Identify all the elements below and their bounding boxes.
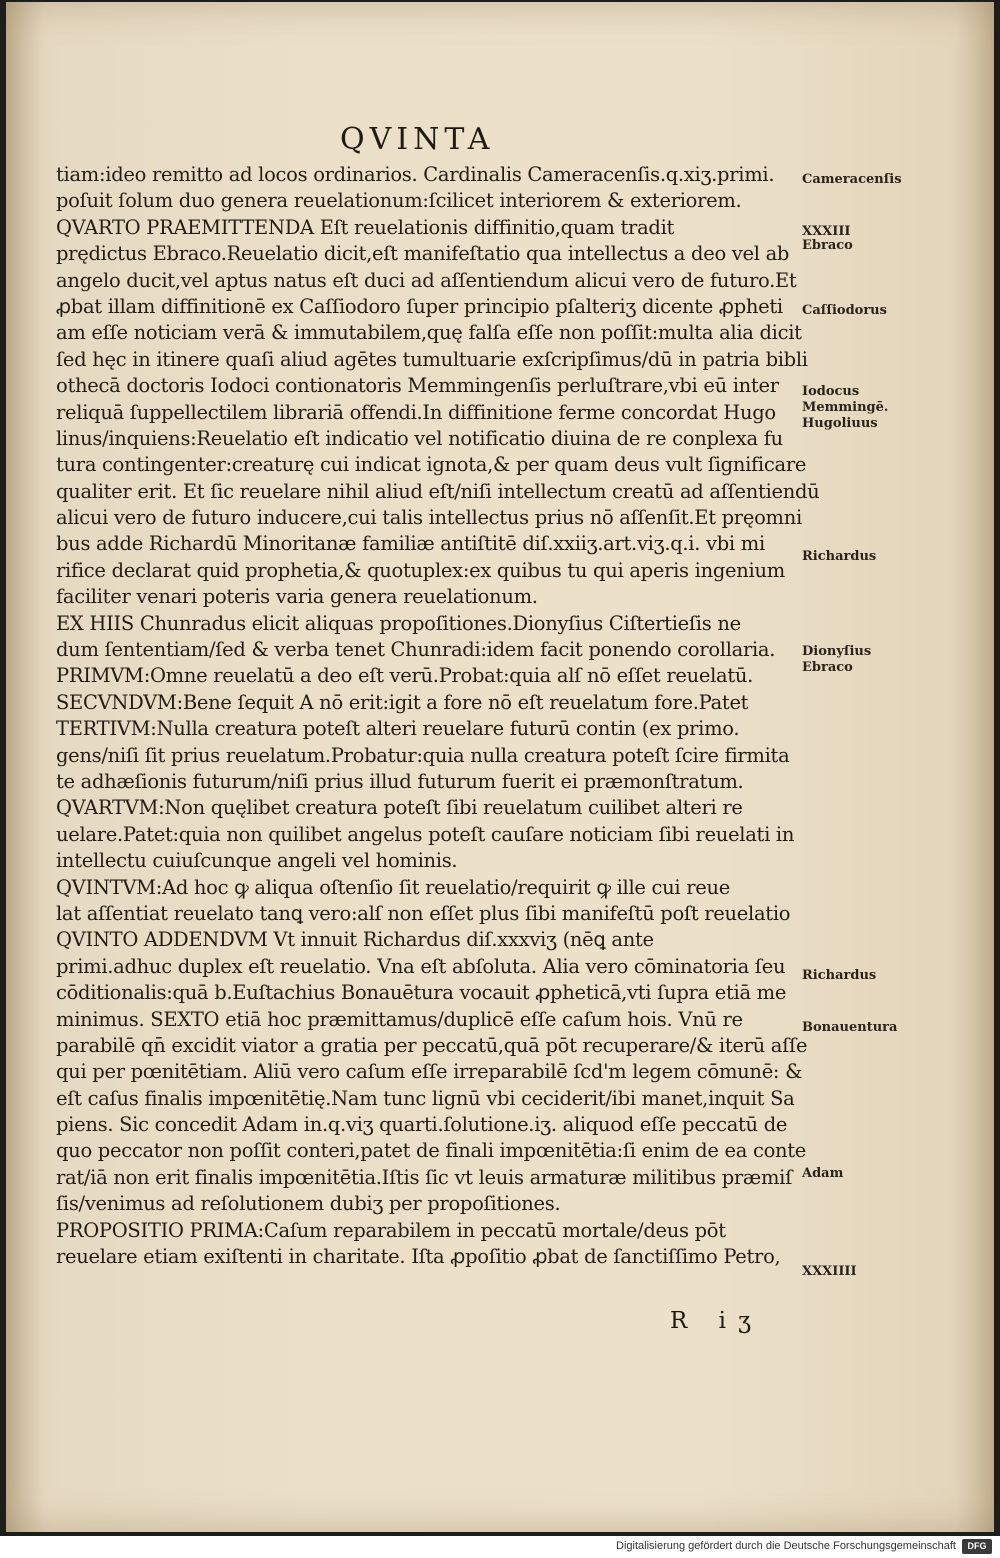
margin-note-ebraco: Ebraco	[802, 238, 853, 253]
margin-note-dionysius: Dionyſius	[802, 644, 872, 659]
text-line: linus/inquiens:Reuelatio eſt indicatio vel notificatio diuina de re conplexa fu	[56, 426, 783, 450]
margin-note-hugolinus: Hugoliuus	[802, 416, 878, 431]
text-line: cōditionalis:quā b.Euſtachius Bonauētura vocauit ꝓpheticā,vti ſupra etiā me	[56, 981, 787, 1005]
margin-note-cameracensis: Cameracenſis	[802, 172, 902, 187]
text-line: QVARTO PRAEMITTENDA Eſt reuelationis diffinitio,quam tradit	[56, 215, 675, 239]
text-line: parabilē qn̄ excidit viator a gratia per peccatū,quā pōt recuperare/& iterū aſſe	[56, 1033, 808, 1057]
book-page	[6, 2, 994, 1532]
text-line: PROPOSITIO PRIMA:Caſum reparabilem in peccatū mortale/deus pōt	[56, 1218, 726, 1242]
text-line: TERTIVM:Nulla creatura poteſt alteri reuelare futurū contin (ex primo.	[56, 717, 740, 741]
text-line: QVARTVM:Non quęlibet creatura poteſt ſibi reuelatum cuilibet alteri re	[56, 796, 743, 820]
text-line: reliquā ſuppellectilem librariā offendi.In diffinitione ferme concordat Hugo	[56, 400, 776, 424]
text-line: dum ſententiam/ſed & verba tenet Chunradi:idem facit ponendo corollaria.	[56, 638, 776, 662]
running-header: QVINTA	[340, 122, 495, 157]
text-line: othecā doctoris Iodoci contionatoris Memmingenſis perluſtrare,vbi eū inter	[56, 374, 779, 398]
margin-note-ebraco: Ebraco	[802, 660, 853, 675]
margin-note-cassiodorus: Caſſiodorus	[802, 303, 887, 318]
text-line: gens/niſi ſit prius reuelatum.Probatur:quia nulla creatura poteſt ſcire firmita	[56, 743, 790, 767]
text-line: reuelare etiam exiſtenti in charitate. Iſta ꝓpoſitio ꝓbat de ſanctiſſimo Petro,	[56, 1245, 781, 1269]
text-line: QVINTVM:Ad hoc ꝙ aliqua oſtenſio ſit reuelatio/requirit ꝙ ille cui reue	[56, 875, 731, 899]
text-line: SECVNDVM:Bene ſequit A nō erit:igit a fore nō eſt reuelatum fore.Patet	[56, 690, 749, 714]
text-line: EX HIIS Chunradus elicit aliquas propoſitiones.Dionyſius Ciſtertieſis ne	[56, 611, 741, 635]
margin-note-xxxiiii: XXXIIII	[802, 1264, 857, 1279]
margin-note-xxxiii: XXXIII	[802, 224, 851, 239]
text-line: rifice declarat quid prophetia,& quotuplex:ex quibus tu qui aperis ingenium	[56, 558, 785, 582]
margin-note-memmingen: Memmingē.	[802, 400, 889, 415]
funding-credit: Digitalisierung gefördert durch die Deutsche Forschungsgemeinschaft	[616, 1540, 956, 1552]
margin-note-adam: Adam	[802, 1166, 844, 1181]
text-line: prędictus Ebraco.Reuelatio dicit,eſt manifeſtatio qua intellectus a deo vel ab	[56, 242, 790, 266]
text-line: poſuit ſolum duo genera reuelationum:ſcilicet interiorem & exteriorem.	[56, 189, 742, 213]
text-line: qualiter erit. Et ſic reuelare nihil aliud eſt/niſi intellectum creatū ad aſſentiendū	[56, 479, 820, 503]
margin-note-iodocus: Iodocus	[802, 384, 860, 399]
main-text-block	[56, 162, 820, 1270]
margin-note-richardus: Richardus	[802, 968, 877, 983]
text-line: ſis/venimus ad reſolutionem dubiʒ per propoſitiones.	[56, 1192, 561, 1216]
signature-mark: R iʒ	[670, 1308, 763, 1334]
text-line: eſt caſus finalis impœnitētię.Nam tunc lignū vbi ceciderit/ibi manet,inquit Sa	[56, 1086, 795, 1110]
footer-bar	[0, 1536, 1000, 1558]
text-line: qui per pœnitētiam. Aliū vero caſum eſſe irreparabilē ſcd'm legem cōmunē: &	[56, 1060, 803, 1084]
text-line: faciliter venari poteris varia genera reuelationum.	[56, 585, 538, 609]
text-line: PRIMVM:Omne reuelatū a deo eſt verū.Probat:quia alſ nō eſſet reuelatū.	[56, 664, 754, 688]
text-line: minimus. SEXTO etiā hoc præmittamus/duplicē eſſe caſum hois. Vnū re	[56, 1007, 743, 1031]
text-line: intellectu cuiuſcunque angeli vel hominis.	[56, 849, 458, 873]
text-line: bus adde Richardū Minoritanæ familiæ antiſtitē diſ.xxiiʒ.art.viʒ.q.i. vbi mi	[56, 532, 765, 556]
text-line: ꝓbat illam diffinitionē ex Caſſiodoro ſuper principio pſalteriʒ dicente ꝓpheti	[56, 294, 783, 318]
dfg-logo-icon: DFG	[962, 1539, 992, 1554]
text-line: angelo ducit,vel aptus natus eſt duci ad aſſentiendum alicui vero de futuro.Et	[56, 268, 797, 292]
text-line: QVINTO ADDENDVM Vt innuit Richardus diſ.xxxviʒ (nēꝗ ante	[56, 928, 654, 952]
text-line: tura contingenter:creaturę cui indicat ignota,& per quam deus vult ſignificare	[56, 453, 807, 477]
text-line: ſed hęc in itinere quaſi aliud agētes tumultuarie exſcripſimus/dū in patria bibli	[56, 347, 808, 371]
margin-note-richardus: Richardus	[802, 549, 877, 564]
text-line: primi.adhuc duplex eſt reuelatio. Vna eſt abſoluta. Alia vero cōminatoria ſeu	[56, 954, 786, 978]
text-line: am eſſe noticiam verā & immutabilem,quę falſa eſſe non poſſit:multa alia dicit	[56, 321, 802, 345]
margin-note-bonauentura: Bonauentura	[802, 1020, 898, 1035]
text-line: tiam:ideo remitto ad locos ordinarios. Cardinalis Cameracenſis.q.xiʒ.primi.	[56, 163, 775, 186]
text-line: te adhæſionis futurum/niſi prius illud futurum fuerit ei præmonſtratum.	[56, 769, 744, 793]
text-line: lat aſſentiat reuelato tanꝗ vero:alſ non eſſet plus ſibi manifeſtū poſt reuelatio	[56, 901, 791, 925]
text-line: quo peccator non poſſit conteri,patet de finali impœnitētia:ſi enim de ea conte	[56, 1139, 807, 1163]
text-line: uelare.Patet:quia non quilibet angelus poteſt cauſare noticiam ſibi reuelati in	[56, 822, 795, 846]
text-line: piens. Sic concedit Adam in.q.viʒ quarti.ſolutione.iʒ. aliquod eſſe peccatū de	[56, 1113, 788, 1137]
text-line: rat/iā non erit finalis impœnitētia.Iſtis ſic vt leuis armaturæ militibus præmiſ	[56, 1165, 792, 1189]
text-line: alicui vero de futuro inducere,cui talis intellectus prius nō aſſenſit.Et pręomni	[56, 506, 802, 530]
